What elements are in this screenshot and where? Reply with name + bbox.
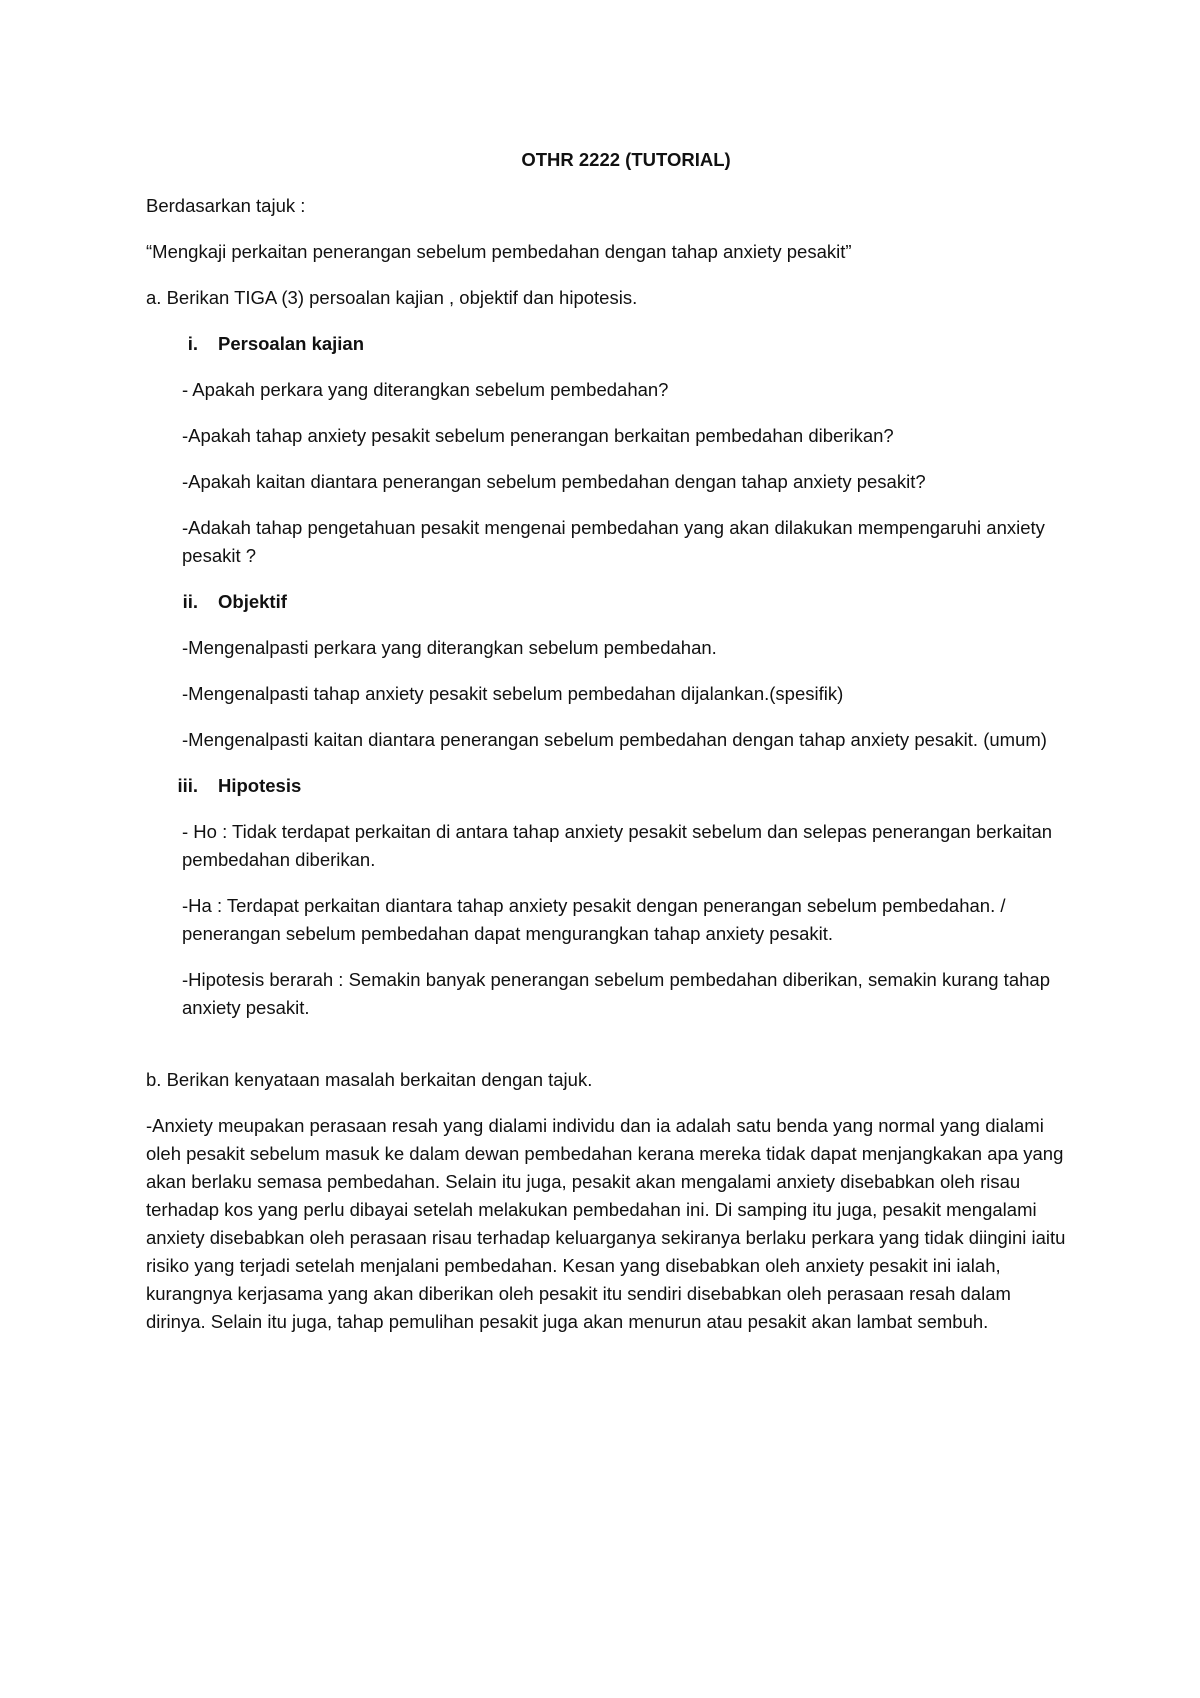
section-title: Objektif xyxy=(218,591,287,612)
topic-quote: “Mengkaji perkaitan penerangan sebelum pembedahan dengan tahap anxiety pesakit” xyxy=(146,241,852,262)
problem-statement: -Anxiety meupakan perasaan resah yang dialami individu dan ia adalah satu benda yang normal yang dialami oleh pesakit sebelum masuk ke dalam dewan pembedahan kerana mereka tidak dapat menjangkakan apa yang akan berlaku semasa pembedahan. Selain itu juga, pesakit akan mengalami anxiety disebabkan oleh risau terhadap kos yang perlu dibayai setelah melakukan pembedahan ini. Di samping itu juga, pesakit mengalami anxiety disebabkan oleh perasaan risau terhadap keluarganya sekiranya berlaku perkara yang tidak diingini iaitu risiko yang terjadi setelah menjalani pembedahan. Kesan yang disebabkan oleh anxiety pesakit ini ialah, kurangnya kerjasama yang akan diberikan oleh pesakit itu sendiri disebabkan oleh perasaan resah dalam dirinya. Selain itu juga, tahap pemulihan pesakit juga akan menurun atau pesakit akan lambat sembuh. xyxy=(146,1115,1066,1332)
section-numeral: i. xyxy=(187,333,198,354)
list-item: -Ha : Terdapat perkaitan diantara tahap anxiety pesakit dengan penerangan sebelum pembedahan. / penerangan sebelum pembedahan dapat mengurangkan tahap anxiety pesakit. xyxy=(182,895,1006,944)
question-a: a. Berikan TIGA (3) persoalan kajian , objektif dan hipotesis. xyxy=(146,287,638,308)
list-item: -Mengenalpasti kaitan diantara penerangan sebelum pembedahan dengan tahap anxiety pesakit. (umum) xyxy=(182,729,1047,750)
section-title: Hipotesis xyxy=(218,775,302,796)
section-title: Persoalan kajian xyxy=(218,333,365,354)
section-heading-hipotesis xyxy=(146,772,1066,800)
list-item: -Apakah kaitan diantara penerangan sebelum pembedahan dengan tahap anxiety pesakit? xyxy=(182,471,926,492)
question-b: b. Berikan kenyataan masalah berkaitan dengan tajuk. xyxy=(146,1069,593,1090)
list-item: -Mengenalpasti perkara yang diterangkan sebelum pembedahan. xyxy=(182,637,717,658)
document-title: OTHR 2222 (TUTORIAL) xyxy=(521,149,731,170)
list-item: -Apakah tahap anxiety pesakit sebelum penerangan berkaitan pembedahan diberikan? xyxy=(182,425,894,446)
list-item: -Adakah tahap pengetahuan pesakit mengenai pembedahan yang akan dilakukan mempengaruhi anxiety pesakit ? xyxy=(182,517,1045,566)
section-numeral: ii. xyxy=(182,591,198,612)
list-item: - Ho : Tidak terdapat perkaitan di antara tahap anxiety pesakit sebelum dan selepas penerangan berkaitan pembedahan diberikan. xyxy=(182,821,1053,870)
intro-label: Berdasarkan tajuk : xyxy=(146,195,306,216)
section-numeral: iii. xyxy=(177,775,198,796)
list-item: - Apakah perkara yang diterangkan sebelum pembedahan? xyxy=(182,379,669,400)
list-item: -Mengenalpasti tahap anxiety pesakit sebelum pembedahan dijalankan.(spesifik) xyxy=(182,683,844,704)
section-heading-objektif xyxy=(146,588,1066,616)
list-item: -Hipotesis berarah : Semakin banyak penerangan sebelum pembedahan diberikan, semakin kurang tahap anxiety pesakit. xyxy=(182,969,1050,1018)
document-body xyxy=(146,146,1066,1354)
section-heading-persoalan xyxy=(146,330,1066,358)
spacer xyxy=(146,1040,1066,1066)
